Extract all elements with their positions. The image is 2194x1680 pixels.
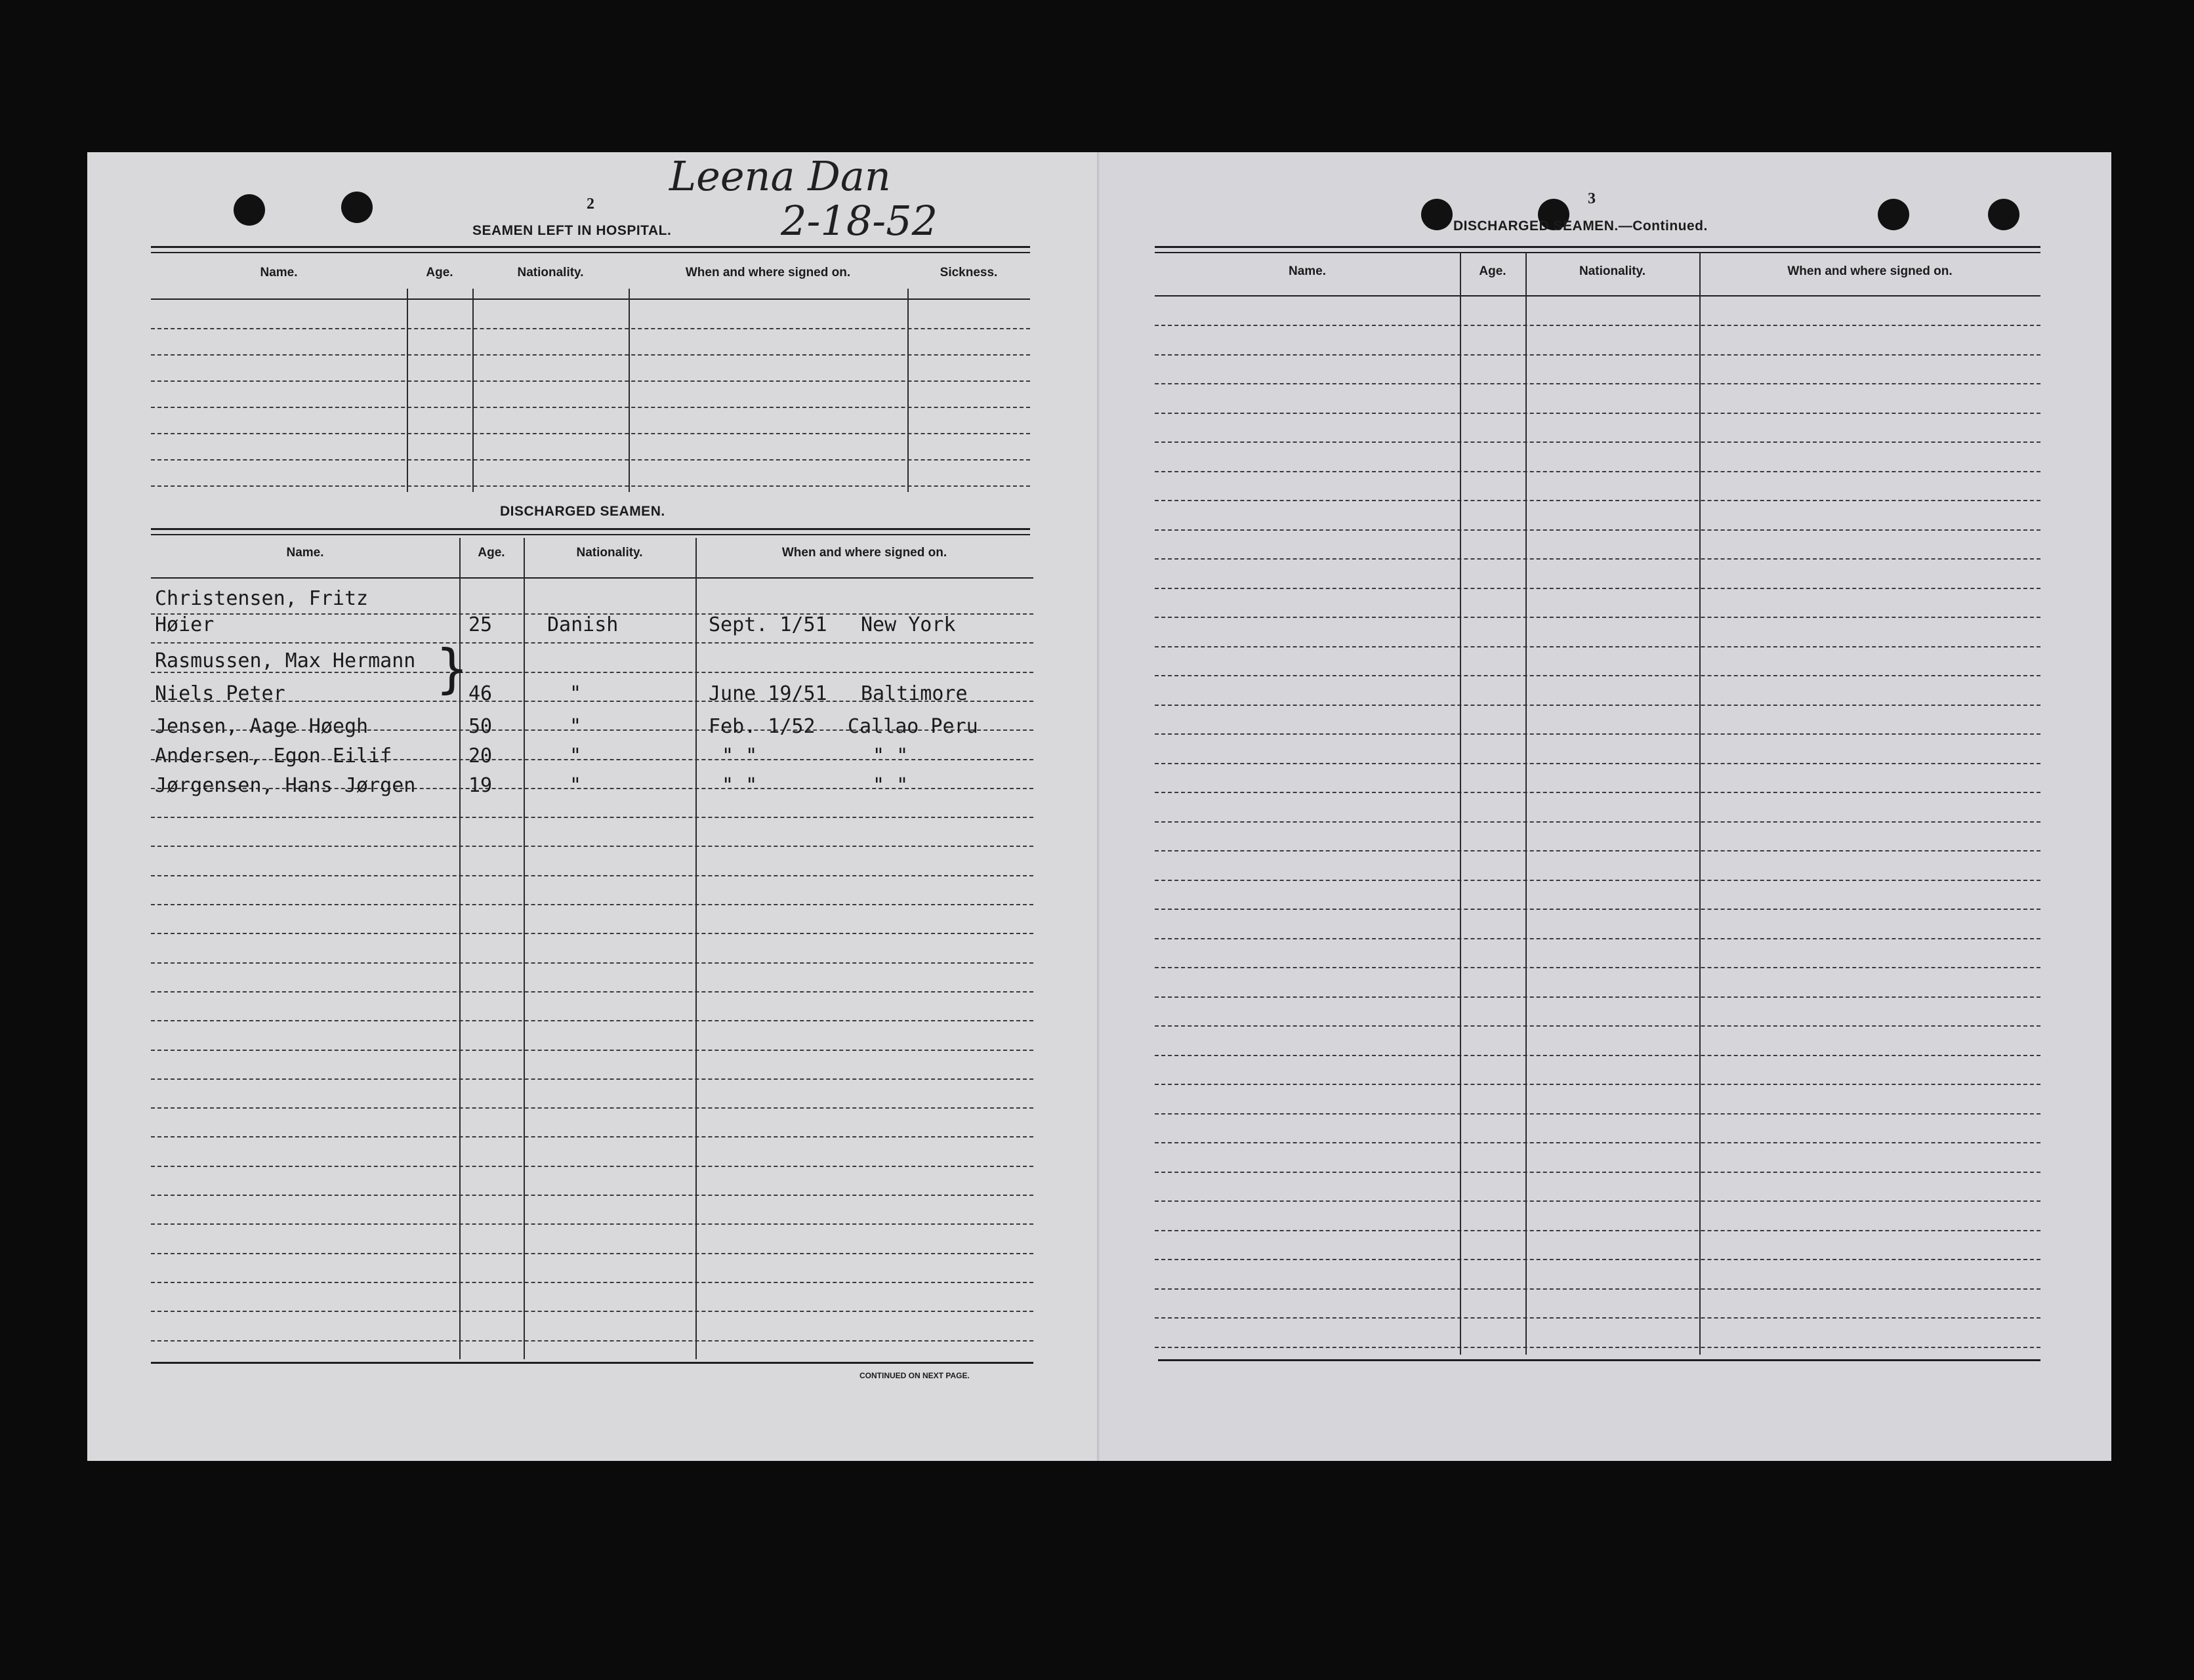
discharged-col-divider <box>695 538 697 1359</box>
ruled-line <box>151 991 1033 993</box>
punch-hole <box>341 192 373 223</box>
right-header-nationality: Nationality. <box>1579 264 1646 278</box>
entry-date: June 19/51 <box>709 682 827 705</box>
entry-place: " " <box>873 745 909 768</box>
right-col-divider <box>1460 253 1461 1355</box>
ruled-line <box>1155 1259 2040 1260</box>
entry-nationality: " <box>569 715 582 738</box>
ruled-line <box>1155 733 2040 735</box>
ruled-line <box>1155 529 2040 531</box>
handwritten-date: 2-18-52 <box>781 197 938 245</box>
left-page <box>87 152 1101 1461</box>
hospital-header-age: Age. <box>426 266 453 279</box>
ruled-line <box>1155 1113 2040 1115</box>
ruled-line <box>151 1078 1033 1080</box>
entry-date: Feb. 1/52 <box>709 715 816 738</box>
handwritten-ship-name: Leena Dan <box>669 152 891 200</box>
ruled-line <box>1155 1084 2040 1085</box>
hospital-header-rule <box>151 298 1030 300</box>
hospital-col-divider <box>907 289 909 492</box>
ruled-line <box>1155 617 2040 618</box>
page-number-right: 3 <box>1588 190 1596 207</box>
entry-name-cont: Høier <box>155 613 215 636</box>
ruled-line <box>151 1282 1033 1283</box>
ruled-line <box>1155 763 2040 764</box>
ruled-line <box>151 875 1033 876</box>
ruled-line <box>151 1195 1033 1196</box>
right-header-signed-on: When and where signed on. <box>1787 264 1953 278</box>
right-header-rule <box>1155 295 2040 297</box>
continued-section-title: DISCHARGED SEAMEN.—Continued. <box>1453 218 1708 234</box>
ruled-line <box>151 1340 1033 1342</box>
right-col-divider <box>1699 253 1701 1355</box>
ruled-line <box>1155 646 2040 647</box>
entry-name: Jørgensen, Hans Jørgen <box>155 774 416 797</box>
entry-place: New York <box>861 613 956 636</box>
ruled-line <box>151 642 1033 644</box>
entry-name-cont: Niels Peter <box>155 682 285 705</box>
ruled-line <box>151 1107 1033 1109</box>
entry-place: Callao Peru <box>848 715 978 738</box>
entry-nationality: " <box>569 745 582 768</box>
ruled-line <box>1155 909 2040 910</box>
punch-hole <box>234 194 265 226</box>
ruled-line <box>1155 850 2040 851</box>
discharged-header-rule <box>151 577 1033 579</box>
ruled-line <box>1155 383 2040 384</box>
hospital-header-sickness: Sickness. <box>940 266 998 279</box>
ruled-line <box>1155 1142 2040 1143</box>
entry-name: Andersen, Egon Eilif <box>155 745 392 768</box>
ruled-line <box>1155 471 2040 472</box>
right-header-age: Age. <box>1479 264 1506 278</box>
ruled-line <box>1155 938 2040 939</box>
ruled-line <box>151 1136 1033 1137</box>
right-page <box>1101 152 2111 1461</box>
ruled-line <box>1155 588 2040 589</box>
entry-nationality: " <box>569 682 582 705</box>
ruled-line <box>151 962 1033 964</box>
punch-hole <box>1878 199 1909 230</box>
ruled-line <box>151 817 1033 818</box>
ruled-line <box>151 485 1030 487</box>
discharged-bottom-rule <box>151 1362 1033 1364</box>
right-bottom-rule <box>1158 1359 2040 1361</box>
ruled-line <box>151 933 1033 934</box>
hospital-top-rule <box>151 246 1030 248</box>
ruled-line <box>1155 558 2040 560</box>
ruled-line <box>1155 1347 2040 1348</box>
discharged-header-name: Name. <box>286 546 324 560</box>
entry-age: 46 <box>468 682 493 705</box>
continued-note: CONTINUED ON NEXT PAGE. <box>859 1371 970 1380</box>
entry-place: Baltimore <box>861 682 968 705</box>
ruled-line <box>1155 500 2040 501</box>
ruled-line <box>1155 1200 2040 1202</box>
ruled-line <box>151 1223 1033 1225</box>
ruled-line <box>151 459 1030 461</box>
brace-mark: } <box>436 638 468 699</box>
right-col-divider <box>1525 253 1527 1355</box>
entry-date: " " <box>722 745 758 768</box>
discharged-col-divider <box>524 538 525 1359</box>
ruled-line <box>151 380 1030 382</box>
ruled-line <box>1155 325 2040 326</box>
ruled-line <box>1155 996 2040 998</box>
page-number-left: 2 <box>587 195 594 213</box>
ruled-line <box>1155 1317 2040 1319</box>
right-header-name: Name. <box>1288 264 1327 278</box>
ruled-line <box>1155 1230 2040 1231</box>
entry-age: 20 <box>468 745 493 768</box>
ruled-line <box>1155 441 2040 443</box>
ruled-line <box>151 1166 1033 1167</box>
hospital-col-divider <box>472 289 474 492</box>
ruled-line <box>1155 1288 2040 1290</box>
ruled-line <box>1155 1172 2040 1173</box>
discharged-top-rule-2 <box>151 534 1030 535</box>
ruled-line <box>1155 354 2040 356</box>
ruled-line <box>151 433 1030 434</box>
discharged-header-signed-on: When and where signed on. <box>781 546 947 560</box>
ruled-line <box>151 1311 1033 1312</box>
ruled-line <box>1155 1055 2040 1056</box>
entry-place: " " <box>873 774 909 797</box>
ruled-line <box>151 1253 1033 1254</box>
entry-nationality: Danish <box>547 613 619 636</box>
ruled-line <box>151 328 1030 329</box>
entry-date: " " <box>722 774 758 797</box>
ruled-line <box>1155 705 2040 706</box>
punch-hole <box>1421 199 1453 230</box>
discharged-header-age: Age. <box>478 546 505 560</box>
ruled-line <box>151 904 1033 905</box>
ruled-line <box>1155 880 2040 881</box>
hospital-col-divider <box>629 289 630 492</box>
ruled-line <box>151 407 1030 408</box>
entry-date: Sept. 1/51 <box>709 613 827 636</box>
hospital-col-divider <box>407 289 408 492</box>
entry-age: 25 <box>468 613 493 636</box>
ruled-line <box>1155 413 2040 414</box>
ruled-line <box>1155 821 2040 823</box>
discharged-section-title: DISCHARGED SEAMEN. <box>500 504 665 519</box>
ruled-line <box>151 1050 1033 1051</box>
hospital-top-rule-2 <box>151 252 1030 253</box>
discharged-top-rule <box>151 528 1030 530</box>
ruled-line <box>151 1020 1033 1021</box>
entry-name: Rasmussen, Max Hermann <box>155 649 416 672</box>
right-top-rule <box>1155 246 2040 248</box>
entry-nationality: " <box>569 774 582 797</box>
discharged-header-nationality: Nationality. <box>576 546 643 560</box>
entry-age: 19 <box>468 774 493 797</box>
ruled-line <box>151 846 1033 847</box>
entry-name: Christensen, Fritz <box>155 587 369 610</box>
punch-hole <box>1988 199 2019 230</box>
ruled-line <box>1155 792 2040 793</box>
hospital-header-signed-on: When and where signed on. <box>685 266 851 279</box>
entry-name: Jensen, Aage Høegh <box>155 715 369 738</box>
ruled-line <box>1155 967 2040 968</box>
entry-age: 50 <box>468 715 493 738</box>
right-top-rule-2 <box>1155 252 2040 253</box>
ruled-line <box>1155 1025 2040 1027</box>
ruled-line <box>1155 675 2040 676</box>
hospital-section-title: SEAMEN LEFT IN HOSPITAL. <box>472 223 672 238</box>
hospital-header-name: Name. <box>260 266 298 279</box>
hospital-header-nationality: Nationality. <box>517 266 584 279</box>
ruled-line <box>151 354 1030 356</box>
